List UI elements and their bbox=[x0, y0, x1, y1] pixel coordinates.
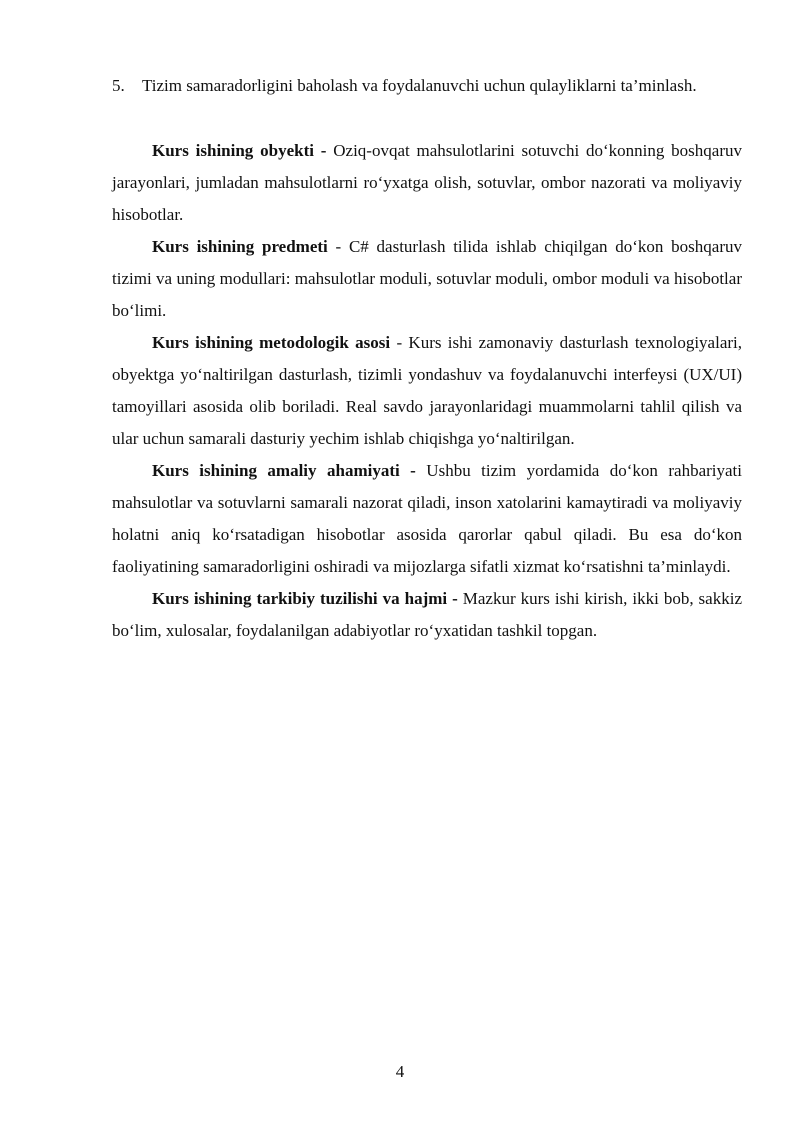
paragraph-practical-significance bbox=[112, 455, 742, 583]
list-item-text: Tizim samaradorligini baholash va foydalanuvchi uchun qulayliklarni ta’minlash. bbox=[142, 76, 697, 95]
paragraph-body: - Kurs ishi zamonaviy dasturlash texnologiyalari, obyektga yo‘naltirilgan dasturlash, tizimli yondashuv va foydalanuvchi interfeysi (UX/UI) tamoyillari asosida olib boriladi. Real savdo jarayonlaridagi muammolarni tahlil qilish va ular uchun samarali dasturiy yechim ishlab chiqishga yo‘naltirilgan. bbox=[112, 333, 742, 448]
numbered-list-item bbox=[112, 70, 742, 101]
paragraph-heading: Kurs ishining tarkibiy tuzilishi va hajmi - bbox=[152, 589, 458, 608]
paragraph-body: - C# dasturlash tilida ishlab chiqilgan do‘kon boshqaruv tizimi va uning modullari: mahsulotlar moduli, sotuvlar moduli, ombor moduli va hisobotlar bo‘limi. bbox=[112, 237, 742, 320]
paragraph-object bbox=[112, 135, 742, 231]
paragraph-heading: Kurs ishining metodologik asosi bbox=[152, 333, 391, 352]
paragraph-methodology bbox=[112, 327, 742, 455]
paragraph-subject bbox=[112, 231, 742, 327]
paragraph-body: Oziq-ovqat mahsulotlarini sotuvchi do‘konning boshqaruv jarayonlari, jumladan mahsulotlarni ro‘yxatga olish, sotuvlar, ombor nazorati va moliyaviy hisobotlar. bbox=[112, 141, 742, 224]
page-number: 4 bbox=[395, 1062, 405, 1081]
document-page bbox=[112, 70, 742, 647]
list-item-number: 5. bbox=[112, 76, 125, 95]
paragraph-heading: Kurs ishining predmeti bbox=[152, 237, 328, 256]
paragraph-structure bbox=[112, 583, 742, 647]
paragraph-body: Mazkur kurs ishi kirish, ikki bob, sakkiz bo‘lim, xulosalar, foydalanilgan adabiyotlar ro‘yxatidan tashkil topgan. bbox=[112, 589, 742, 640]
paragraph-heading: Kurs ishining obyekti - bbox=[152, 141, 327, 160]
paragraph-body: Ushbu tizim yordamida do‘kon rahbariyati mahsulotlar va sotuvlarni samarali nazorat qiladi, inson xatolarini kamaytiradi va moliyaviy holatni aniq ko‘rsatadigan hisobotlar asosida qarorlar qabul qiladi. Bu esa do‘kon faoliyatining samaradorligini oshiradi va mijozlarga sifatli xizmat ko‘rsatishni ta’minlaydi. bbox=[112, 461, 742, 576]
paragraph-heading: Kurs ishining amaliy ahamiyati - bbox=[152, 461, 416, 480]
